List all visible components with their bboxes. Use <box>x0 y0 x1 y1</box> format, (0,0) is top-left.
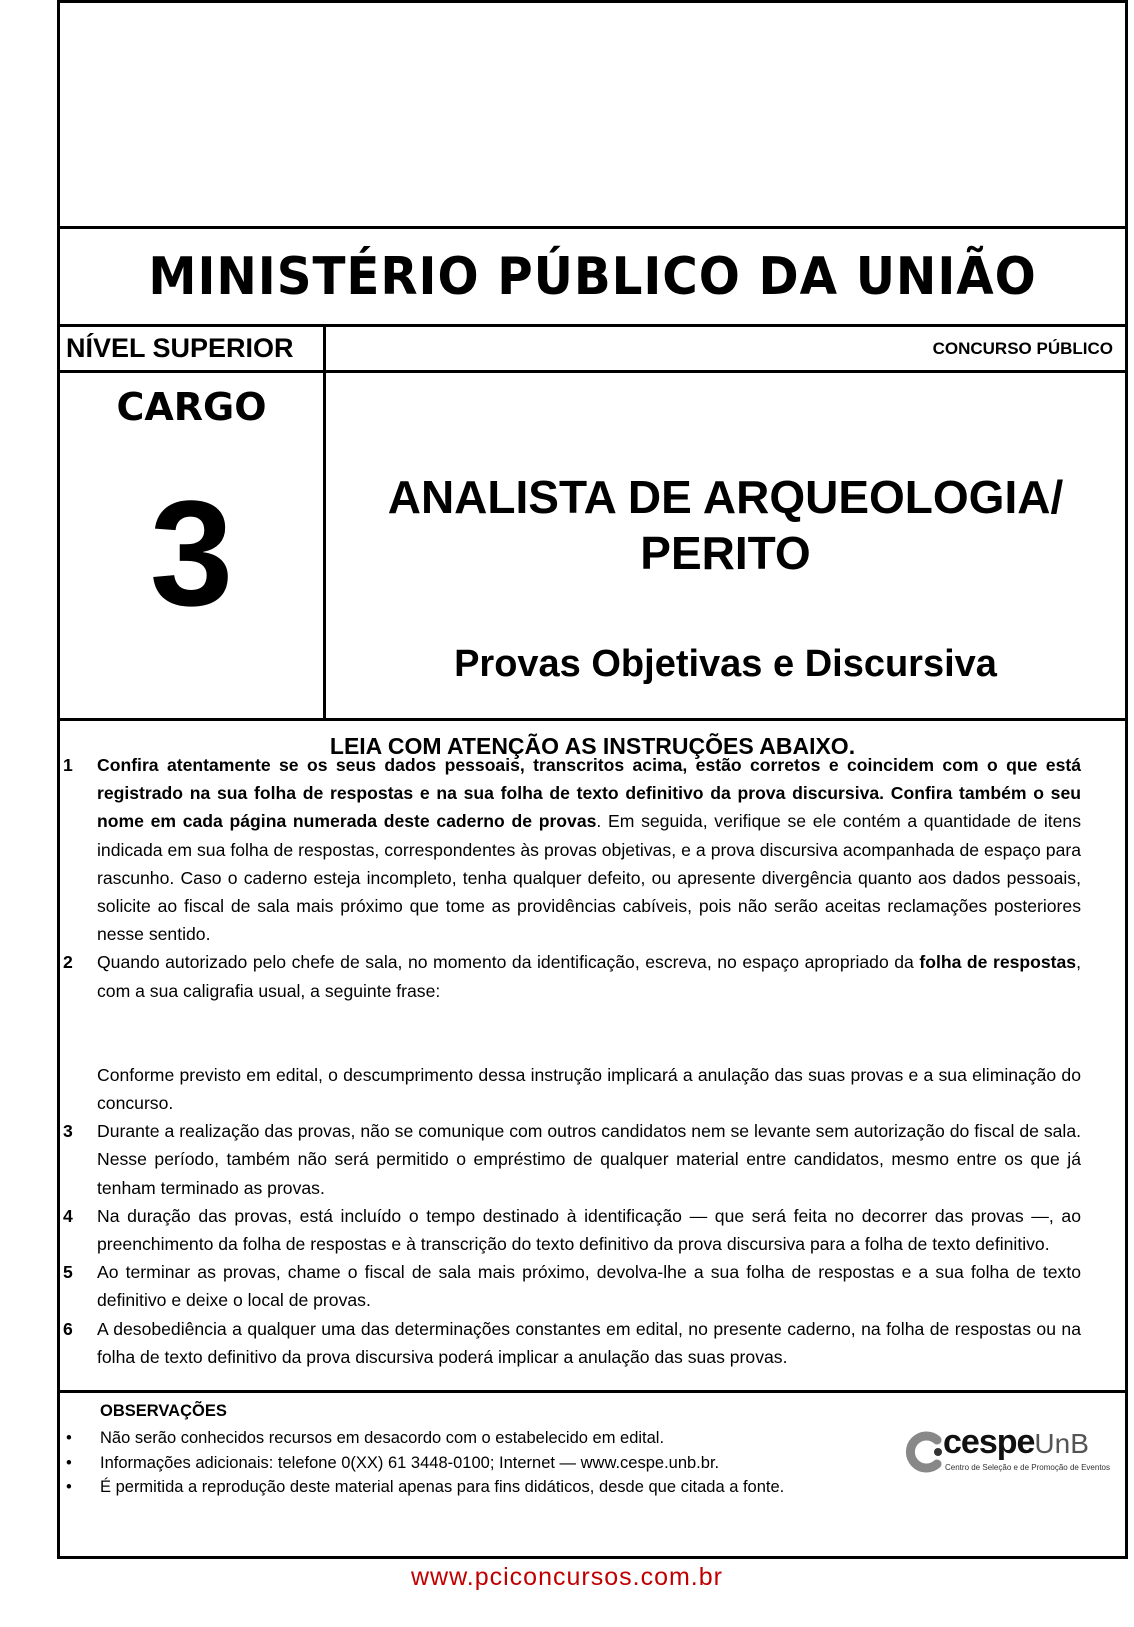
instruction-text <box>97 751 1081 948</box>
observations-title: OBSERVAÇÕES <box>100 1402 227 1420</box>
instruction-text: Ao terminar as provas, chame o fiscal de sala mais próximo, devolva-lhe a sua folha de respostas e a sua folha de texto definitivo e deixe o local de provas. <box>97 1262 1081 1311</box>
instruction-text <box>97 948 1081 1117</box>
instruction-item <box>57 1117 1122 1202</box>
blank-header-area <box>60 3 1125 229</box>
role-box <box>326 373 1125 718</box>
logo-tagline: Centro de Seleção e de Promoção de Eventos <box>945 1463 1110 1472</box>
role-title-line1: ANALISTA DE ARQUEOLOGIA/ <box>387 471 1064 523</box>
bullet-icon: • <box>66 1429 72 1447</box>
exam-type-label: CONCURSO PÚBLICO <box>932 338 1113 358</box>
instruction-number: 2 <box>63 952 73 973</box>
instruction-text: A desobediência a qualquer uma das determinações constantes em edital, no presente caderno, na folha de respostas ou na folha de texto definitivo da prova discursiva poderá implicar a anulação das suas provas. <box>97 1318 1081 1367</box>
instruction-number: 3 <box>63 1121 73 1142</box>
cargo-row <box>60 373 1125 721</box>
bullet-icon: • <box>66 1478 72 1496</box>
observation-text: É permitida a reprodução deste material apenas para fins didáticos, desde que citada a fonte. <box>100 1478 785 1496</box>
cargo-box <box>60 373 326 718</box>
instruction-bold: folha de respostas <box>919 952 1077 973</box>
role-title <box>326 469 1125 581</box>
instruction-body: . Em seguida, verifique se ele contém a quantidade de itens indicada em sua folha de respostas, correspondentes às provas objetivas, e a prova discursiva acompanhada de espaço para rascunho. Caso o caderno esteja incompleto, tenha qualquer defeito, ou apresente divergência quanto aos dados pessoais, solicite ao fiscal de sala mais próximo que tome as providências cabíveis, pois não serão aceitas reclamações posteriores nesse sentido. <box>97 811 1081 945</box>
instruction-number: 1 <box>63 755 73 775</box>
instruction-item <box>57 751 1122 948</box>
phrase-blank-space <box>97 1005 1081 1061</box>
instruction-text: Na duração das provas, está incluído o tempo destinado à identificação — que será feita no decorrer das provas —, ao preenchimento da folha de respostas e à transcrição do texto definitivo da prova discursiva para a folha de texto definitivo. <box>97 1205 1081 1255</box>
observations-box <box>60 1390 1125 1550</box>
level-row <box>60 327 1125 373</box>
instruction-bold: Confira atentamente se os seus dados pessoais, transcritos acima, estão corretos e coincidem com o que está registrado na sua folha de respostas e na sua folha de texto definitivo da prova discursiva. Confira também o seu nome em cada página numerada deste caderno de provas <box>97 755 1081 832</box>
instruction-body: , com a sua caligrafia usual, a seguinte frase: <box>97 952 1081 1001</box>
instruction-number: 6 <box>63 1318 73 1339</box>
bullet-icon: • <box>66 1453 72 1472</box>
instruction-item <box>57 1202 1122 1258</box>
footer-url: www.pciconcursos.com.br <box>411 1563 723 1591</box>
cargo-number: 3 <box>149 469 234 637</box>
instruction-item <box>57 948 1122 1117</box>
instruction-body: Quando autorizado pelo chefe de sala, no momento da identificação, escreva, no espaço apropriado da <box>97 952 920 973</box>
observation-text: Não serão conhecidos recursos em desacordo com o estabelecido em edital. <box>100 1429 665 1447</box>
level-label: NÍVEL SUPERIOR <box>60 327 326 370</box>
role-title-line2: PERITO <box>640 527 811 579</box>
instruction-number: 4 <box>63 1205 73 1226</box>
org-title: MINISTÉRIO PÚBLICO DA UNIÃO <box>148 246 1037 307</box>
exam-subtitle: Provas Objetivas e Discursiva <box>454 643 997 685</box>
instruction-text: Durante a realização das provas, não se comunique com outros candidatos nem se levante sem autorização do fiscal de sala. Nesse período, também não será permitido o empréstimo de qualquer material entre candidatos, mesmo entre os que já tenham terminado as provas. <box>97 1121 1081 1198</box>
cespe-logo-icon <box>905 1431 947 1473</box>
instruction-number: 5 <box>63 1262 73 1283</box>
logo-wordmark <box>943 1423 1089 1462</box>
instruction-item <box>57 1315 1122 1371</box>
logo-name-suffix: UnB <box>1034 1428 1089 1459</box>
instruction-body: Conforme previsto em edital, o descumprimento dessa instrução implicará a anulação das suas provas e a sua eliminação do concurso. <box>97 1064 1081 1114</box>
cargo-label: CARGO <box>116 385 267 429</box>
logo-name-main: cespe <box>943 1423 1035 1461</box>
attention-heading: LEIA COM ATENÇÃO AS INSTRUÇÕES ABAIXO. <box>329 732 856 759</box>
instructions-list <box>57 751 1122 1371</box>
instruction-item <box>57 1258 1122 1314</box>
org-banner <box>60 229 1125 327</box>
observation-text: Informações adicionais: telefone 0(XX) 61 3448-0100; Internet — www.cespe.unb.br. <box>100 1453 720 1472</box>
cespe-logo <box>905 1423 1115 1479</box>
